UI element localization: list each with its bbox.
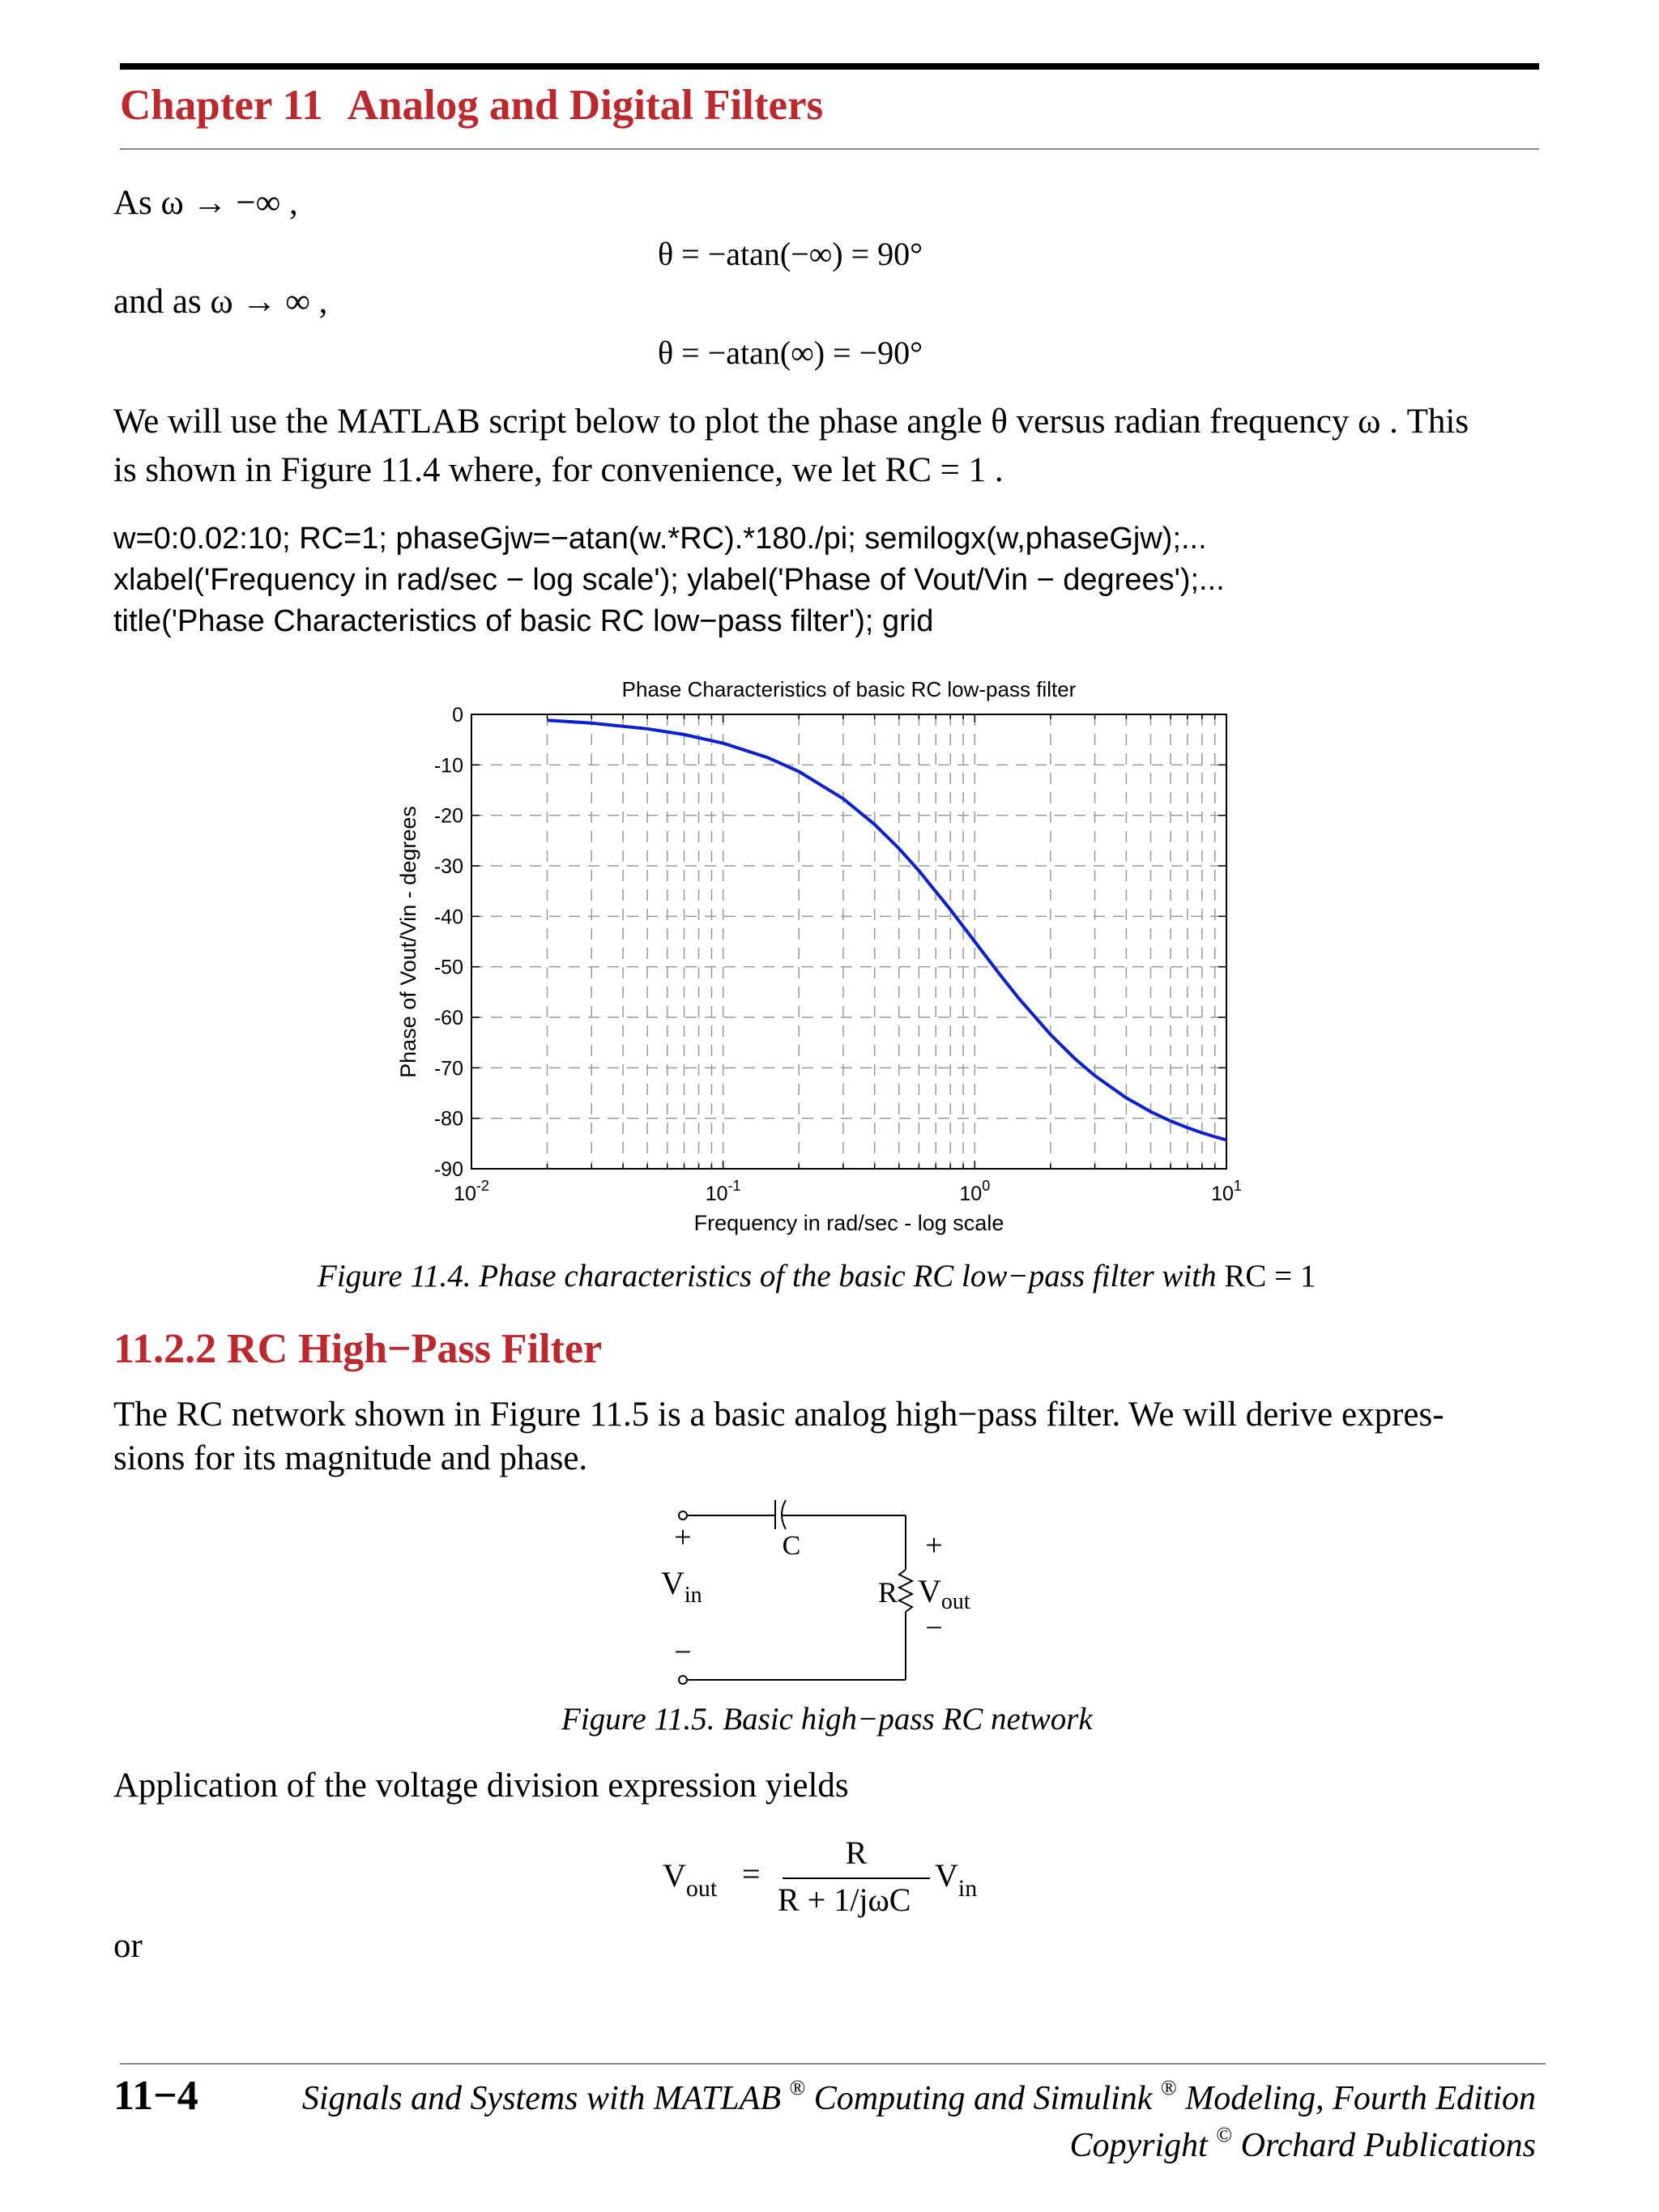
paragraph-matlab-line2: is shown in Figure 11.4 where, for convenience, we let RC = 1 .: [113, 451, 1004, 489]
page-number: 11−4: [113, 2073, 198, 2119]
resistor-zigzag: [899, 1570, 912, 1612]
x-tick-base: 10: [454, 1183, 476, 1205]
code-line: xlabel('Frequency in rad/sec − log scale'); ylabel('Phase of Vout/Vin − degrees');...: [113, 563, 1225, 597]
y-tick-label: -40: [433, 906, 463, 929]
footer-rule: [120, 2063, 1546, 2065]
input-terminal-bottom: [679, 1676, 687, 1684]
copyright-symbol: ©: [1216, 2123, 1233, 2146]
y-tick-label: -90: [433, 1158, 463, 1181]
x-tick-exponent: 1: [1233, 1178, 1242, 1194]
paragraph-as-omega: As ω → −∞ ,: [113, 184, 298, 222]
vin-minus-sign: −: [674, 1635, 692, 1669]
figure-11-4-caption-text: Figure 11.4. Phase characteristics of the basic RC low−pass filter with: [318, 1259, 1217, 1294]
copyright-text: Copyright: [1069, 2127, 1208, 2164]
figure-11-4-caption: [318, 1258, 1316, 1294]
x-tick-exponent: 0: [982, 1178, 991, 1194]
x-axis-label: Frequency in rad/sec - log scale: [693, 1211, 1004, 1235]
vin-sub: in: [684, 1583, 702, 1608]
y-tick-label: -10: [433, 754, 463, 778]
vin-label: [661, 1565, 702, 1608]
x-tick-base: 10: [1211, 1183, 1234, 1205]
phase-curve: [548, 720, 1227, 1140]
equation-vout: [663, 1834, 1019, 1931]
equation-rhs-main: V: [935, 1857, 958, 1894]
paragraph-or: or: [113, 1927, 143, 1965]
footer-title-part2: Computing and Simulink: [805, 2080, 1153, 2117]
chapter-title: Analog and Digital Filters: [347, 82, 824, 129]
publisher-name: Orchard Publications: [1232, 2127, 1536, 2164]
chapter-number: Chapter 11: [120, 82, 323, 129]
code-line: title('Phase Characteristics of basic RC low−pass filter'); grid: [113, 604, 934, 638]
x-tick-label: [1211, 1178, 1242, 1205]
section-number: 11.2.2: [113, 1326, 217, 1372]
paragraph-rc-network-line2: sions for its magnitude and phase.: [113, 1439, 588, 1477]
vout-main: V: [918, 1573, 941, 1609]
equation-lhs: [663, 1856, 717, 1903]
capacitor-label: C: [782, 1531, 801, 1561]
code-line: w=0:0.02:10; RC=1; phaseGjw=−atan(w.*RC).*180./pi; semilogx(w,phaseGjw);...: [113, 522, 1207, 556]
registered-mark: ®: [789, 2076, 806, 2099]
footer-title-part1: Signals and Systems with MATLAB: [301, 2080, 781, 2117]
plot-frame: [471, 714, 1226, 1169]
equation-rhs: [935, 1856, 977, 1903]
paragraph-voltage-division: Application of the voltage division expression yields: [113, 1767, 849, 1805]
plot-grid: [471, 714, 1226, 1169]
chart-title: Phase Characteristics of basic RC low-pass filter: [621, 677, 1077, 701]
equation-numerator: R: [845, 1835, 868, 1871]
section-title: RC High−Pass Filter: [227, 1326, 603, 1372]
x-tick-exponent: -2: [476, 1178, 489, 1194]
footer-title-part3: Modeling, Fourth Edition: [1176, 2080, 1536, 2117]
figure-11-4-caption-rc: RC = 1: [1224, 1259, 1316, 1294]
equation-theta-plus: θ = −atan(−∞) = 90°: [658, 236, 923, 272]
y-tick-label: -20: [433, 804, 463, 828]
equation-denominator: R + 1/jωC: [778, 1882, 911, 1918]
y-tick-labels: [434, 704, 463, 1181]
vout-sub: out: [940, 1589, 970, 1614]
vout-plus-sign: +: [925, 1528, 943, 1562]
footer-copyright: [1070, 2123, 1536, 2165]
equation-rhs-sub: in: [957, 1875, 978, 1902]
resistor-label: R: [878, 1576, 898, 1609]
y-tick-label: -30: [433, 855, 463, 878]
equation-theta-minus: θ = −atan(∞) = −90°: [658, 335, 923, 371]
y-tick-label: -50: [433, 956, 463, 979]
x-tick-base: 10: [959, 1183, 983, 1205]
y-tick-label: -70: [433, 1057, 463, 1080]
y-axis-label: Phase of Vout/Vin - degrees: [396, 806, 420, 1078]
x-tick-label: [959, 1178, 990, 1205]
x-tick-labels: [454, 1178, 1242, 1205]
y-tick-label: -60: [433, 1007, 463, 1029]
x-tick-base: 10: [705, 1183, 728, 1205]
x-tick-label: [454, 1178, 489, 1205]
vout-minus-sign: −: [925, 1611, 943, 1645]
vout-label: [918, 1573, 970, 1614]
section-heading: [113, 1325, 602, 1373]
equation-lhs-main: V: [663, 1857, 686, 1894]
registered-mark: ®: [1160, 2076, 1177, 2099]
equation-equals: =: [742, 1856, 761, 1892]
high-pass-circuit: [632, 1490, 1037, 1701]
y-tick-label: -80: [433, 1107, 463, 1131]
vin-plus-sign: +: [674, 1520, 692, 1554]
x-tick-label: [706, 1178, 741, 1205]
plot-ticks: [471, 714, 1226, 1169]
fraction-bar: [783, 1877, 930, 1879]
vin-main: V: [661, 1565, 684, 1601]
y-tick-label: 0: [452, 704, 463, 727]
input-terminal-top: [679, 1511, 687, 1519]
footer-book-title: [302, 2076, 1536, 2118]
equation-lhs-sub: out: [685, 1875, 718, 1902]
x-tick-exponent: -1: [727, 1178, 741, 1194]
figure-11-5-caption: Figure 11.5. Basic high−pass RC network: [561, 1702, 1093, 1737]
paragraph-and-as-omega: and as ω → ∞ ,: [113, 283, 328, 321]
paragraph-rc-network-line1: The RC network shown in Figure 11.5 is a basic analog high−pass filter. We will derive expres-: [113, 1396, 1444, 1434]
paragraph-matlab-line1: We will use the MATLAB script below to plot the phase angle θ versus radian frequency ω . This: [113, 403, 1469, 441]
